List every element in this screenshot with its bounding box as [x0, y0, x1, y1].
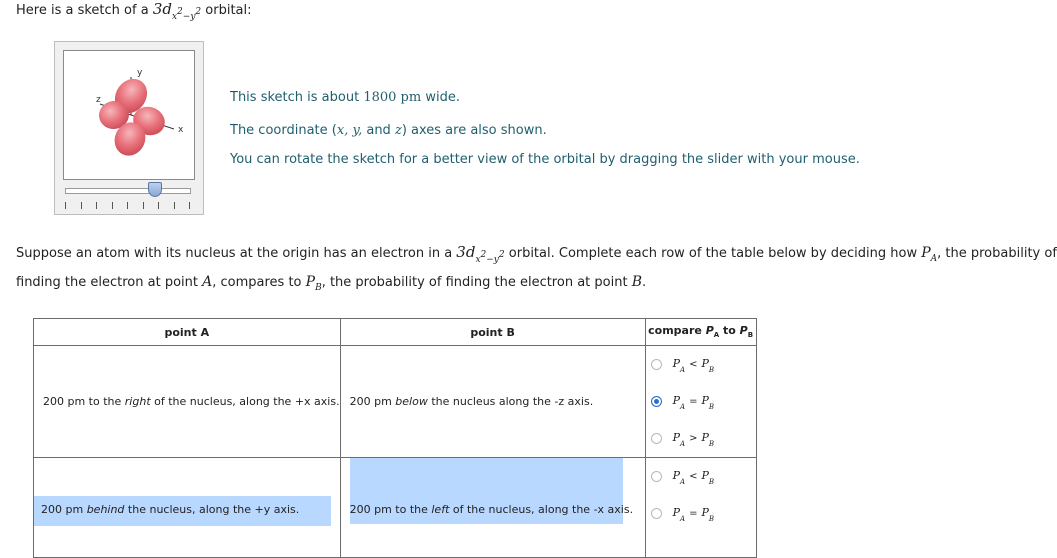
row1-choices — [645, 346, 756, 458]
orbital-sketch — [63, 50, 195, 180]
question-line-1: Suppose an atom with its nucleus at the origin has an electron in a $3d_{x2-y2}$ orbital. Complete each row of the table below by deciding how $P_A$, the probability of — [16, 243, 1057, 265]
orbital-label-inline: $3d_{x2-y2}$ — [456, 243, 505, 265]
slider-tick — [112, 202, 113, 209]
row2-choices — [645, 458, 756, 558]
info-width-line: This sketch is about 1800 pm wide. — [230, 90, 460, 105]
intro-text — [16, 0, 252, 22]
info-axes-line: The coordinate (x, y, and z) axes are also shown. — [230, 123, 547, 138]
slider-tick — [81, 202, 82, 209]
header-point-a: point A — [34, 319, 341, 346]
row2-point-a: 200 pm behind the nucleus, along the +y axis. — [34, 458, 341, 558]
row1-point-b: 200 pm below the nucleus along the -z axis. — [340, 346, 645, 458]
table-header-row — [34, 319, 757, 346]
axis-label-x: x — [178, 125, 184, 135]
intro-prefix: Here is a sketch of a — [16, 3, 149, 18]
row1-option-greater[interactable]: $P_A> P_B$ — [646, 420, 756, 457]
radio-button[interactable] — [651, 359, 662, 370]
header-compare: compare $P_A$ to $P_B$ — [645, 319, 756, 346]
slider-tick — [143, 202, 144, 209]
slider-tick — [65, 202, 66, 209]
row1-point-a: 200 pm to the right of the nucleus, along the +x axis. — [34, 346, 341, 458]
axis-label-z: z — [96, 95, 101, 105]
table-row — [34, 346, 757, 458]
orbital-viewer-widget — [54, 41, 204, 215]
row2-option-equal[interactable]: $P_A= P_B$ — [646, 495, 756, 532]
question-line-2: finding the electron at point A, compares to $P_B$, the probability of finding the electron at point B. — [16, 274, 647, 293]
rotation-slider-thumb[interactable] — [148, 182, 162, 197]
slider-tick — [174, 202, 175, 209]
slider-tick — [158, 202, 159, 209]
slider-ticks — [65, 202, 191, 210]
axis-label-y: y — [137, 68, 143, 78]
row1-option-equal[interactable]: $P_A= P_B$ — [646, 383, 756, 420]
row1-option-less[interactable]: $P_A< P_B$ — [646, 346, 756, 383]
radio-button-selected[interactable] — [651, 396, 662, 407]
row2-point-b: 200 pm to the left of the nucleus, along the -x axis. — [340, 458, 645, 558]
slider-tick — [96, 202, 97, 209]
header-point-b: point B — [340, 319, 645, 346]
radio-button[interactable] — [651, 433, 662, 444]
comparison-table — [33, 318, 757, 558]
slider-tick — [189, 202, 190, 209]
info-rotate-line: You can rotate the sketch for a better view of the orbital by dragging the slider with your mouse. — [230, 152, 860, 167]
radio-button[interactable] — [651, 471, 662, 482]
rotation-slider-track[interactable] — [65, 188, 191, 194]
radio-button[interactable] — [651, 508, 662, 519]
orbital-label: $3d_{x2-y2}$ — [152, 0, 202, 22]
table-row — [34, 458, 757, 558]
intro-suffix: orbital: — [205, 3, 252, 18]
row2-option-less[interactable]: $P_A< P_B$ — [646, 458, 756, 495]
orbital-drawing — [64, 51, 194, 179]
slider-tick — [127, 202, 128, 209]
